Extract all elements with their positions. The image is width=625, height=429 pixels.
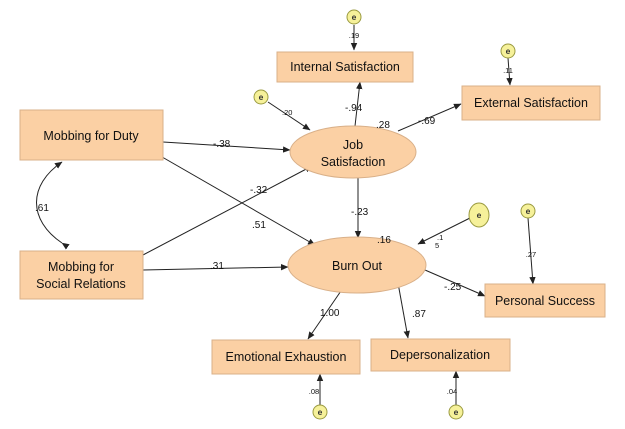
coef-covariance: .61 xyxy=(35,203,49,214)
node-label-burn-out: Burn Out xyxy=(331,259,383,273)
node-depersonalization xyxy=(371,339,510,371)
node-label-mobbing-duty: Mobbing for Duty xyxy=(43,129,139,143)
coef-burn-to-depersonalization: .87 xyxy=(412,309,426,320)
arrow-burn-to-depersonalization xyxy=(398,283,408,338)
arrow-social-to-job xyxy=(143,166,312,255)
node-label-mobbing-social-line2: Social Relations xyxy=(36,277,126,291)
error-label: e xyxy=(351,12,357,22)
error-term-internal xyxy=(347,10,361,24)
node-label-mobbing-social-line1: Mobbing for xyxy=(47,260,115,274)
r-squared-burn: .16 xyxy=(377,235,391,246)
error-term-job xyxy=(254,90,268,104)
node-job-satisfaction xyxy=(290,126,416,178)
node-label-job-line2: Satisfaction xyxy=(320,155,386,169)
error-variance-burn-2: 5 xyxy=(435,241,440,250)
error-variance-burn-1: .1 xyxy=(437,233,444,242)
error-variance-personal: .27 xyxy=(525,250,537,259)
coef-job-to-burn: -.23 xyxy=(351,207,369,218)
node-label-personal: Personal Success xyxy=(494,294,596,308)
r-squared-job: .28 xyxy=(376,120,390,131)
node-mobbing-social xyxy=(20,251,143,299)
error-variance-emotional: .08 xyxy=(308,387,320,396)
node-label-emotional: Emotional Exhaustion xyxy=(225,350,347,364)
error-label: e xyxy=(258,92,264,102)
node-personal-success xyxy=(485,284,605,317)
node-mobbing-duty xyxy=(20,110,163,160)
error-term-burn xyxy=(469,203,489,227)
node-label-depersonalization: Depersonalization xyxy=(389,348,491,362)
node-burn-out xyxy=(288,237,426,293)
node-label-job-line1: Job xyxy=(342,138,364,152)
node-ellipse xyxy=(290,126,416,178)
coef-social-to-job: -.32 xyxy=(250,185,268,196)
error-term-depersonalization xyxy=(449,405,463,419)
error-term-external xyxy=(501,44,515,58)
node-box xyxy=(20,251,143,299)
coef-job-to-internal: -.94 xyxy=(345,103,363,114)
coef-duty-to-job: -.38 xyxy=(213,139,231,150)
error-label: e xyxy=(476,210,482,220)
node-external-satisfaction xyxy=(462,86,600,120)
node-label-internal: Internal Satisfaction xyxy=(290,60,400,74)
error-variance-internal: .19 xyxy=(348,31,360,40)
error-variance-job: .20 xyxy=(282,108,293,117)
error-variance-external: .11 xyxy=(503,66,513,75)
coef-burn-to-personal: -.25 xyxy=(444,282,462,293)
coef-burn-to-emotional: 1.00 xyxy=(320,308,340,319)
node-emotional-exhaustion xyxy=(212,340,360,374)
error-label: e xyxy=(505,46,511,56)
error-variance-depersonalization: .04 xyxy=(446,387,458,396)
coef-duty-to-burn: .51 xyxy=(252,220,266,231)
error-label: e xyxy=(453,407,459,417)
arrow-error-burn xyxy=(418,218,470,244)
coef-job-to-external: -.69 xyxy=(418,116,436,127)
error-label: e xyxy=(525,206,531,216)
error-term-emotional xyxy=(313,405,327,419)
node-label-external: External Satisfaction xyxy=(474,96,588,110)
error-term-personal xyxy=(521,204,535,218)
arrow-duty-to-burn xyxy=(143,146,315,245)
node-internal-satisfaction xyxy=(277,52,413,82)
coef-social-to-burn: .31 xyxy=(210,261,224,272)
error-label: e xyxy=(317,407,323,417)
